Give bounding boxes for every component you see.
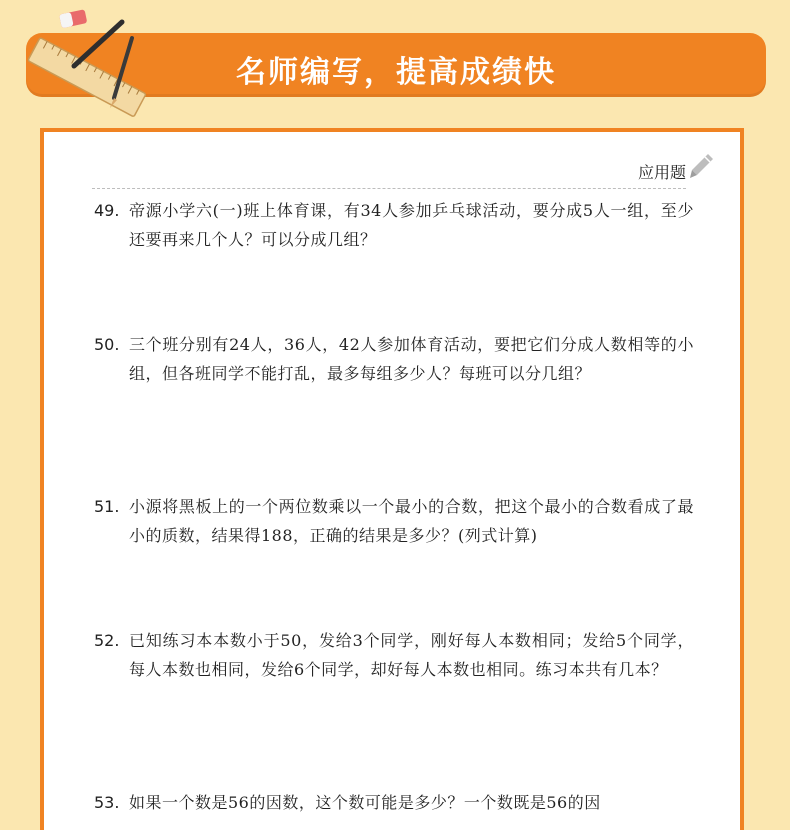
- question-number: 49.: [94, 201, 120, 220]
- question-52: [94, 626, 694, 684]
- question-53: [94, 788, 694, 817]
- question-number: 53.: [94, 793, 120, 812]
- question-number: 51.: [94, 497, 120, 516]
- section-label: 应用题: [637, 163, 686, 182]
- section-divider: [92, 188, 686, 189]
- question-number: 50.: [94, 335, 120, 354]
- question-text: 如果一个数是56的因数，这个数可能是多少？一个数既是56的因: [129, 793, 601, 812]
- question-text: 帝源小学六(一)班上体育课，有34人参加乒乓球活动，要分成5人一组，至少还要再来几个人？可以分成几组？: [129, 201, 694, 249]
- question-text: 小源将黑板上的一个两位数乘以一个最小的合数，把这个最小的合数看成了最小的质数，结果得188，正确的结果是多少？(列式计算): [129, 497, 694, 545]
- worksheet-card: [40, 128, 744, 830]
- question-number: 52.: [94, 631, 120, 650]
- question-49: [94, 196, 694, 254]
- question-text: 已知练习本本数小于50，发给3个同学，刚好每人本数相同；发给5个同学，每人本数也相同，发给6个同学，却好每人本数也相同。练习本共有几本？: [129, 631, 694, 679]
- ruler-pencil-icon: [22, 8, 152, 118]
- banner-title: 名师编写，提高成绩快: [236, 55, 556, 90]
- question-50: [94, 330, 694, 388]
- question-text: 三个班分别有24人，36人，42人参加体育活动，要把它们分成人数相等的小组，但各班同学不能打乱，最多每组多少人？每班可以分几组？: [129, 335, 694, 383]
- pencil-icon: [688, 152, 714, 180]
- question-51: [94, 492, 694, 550]
